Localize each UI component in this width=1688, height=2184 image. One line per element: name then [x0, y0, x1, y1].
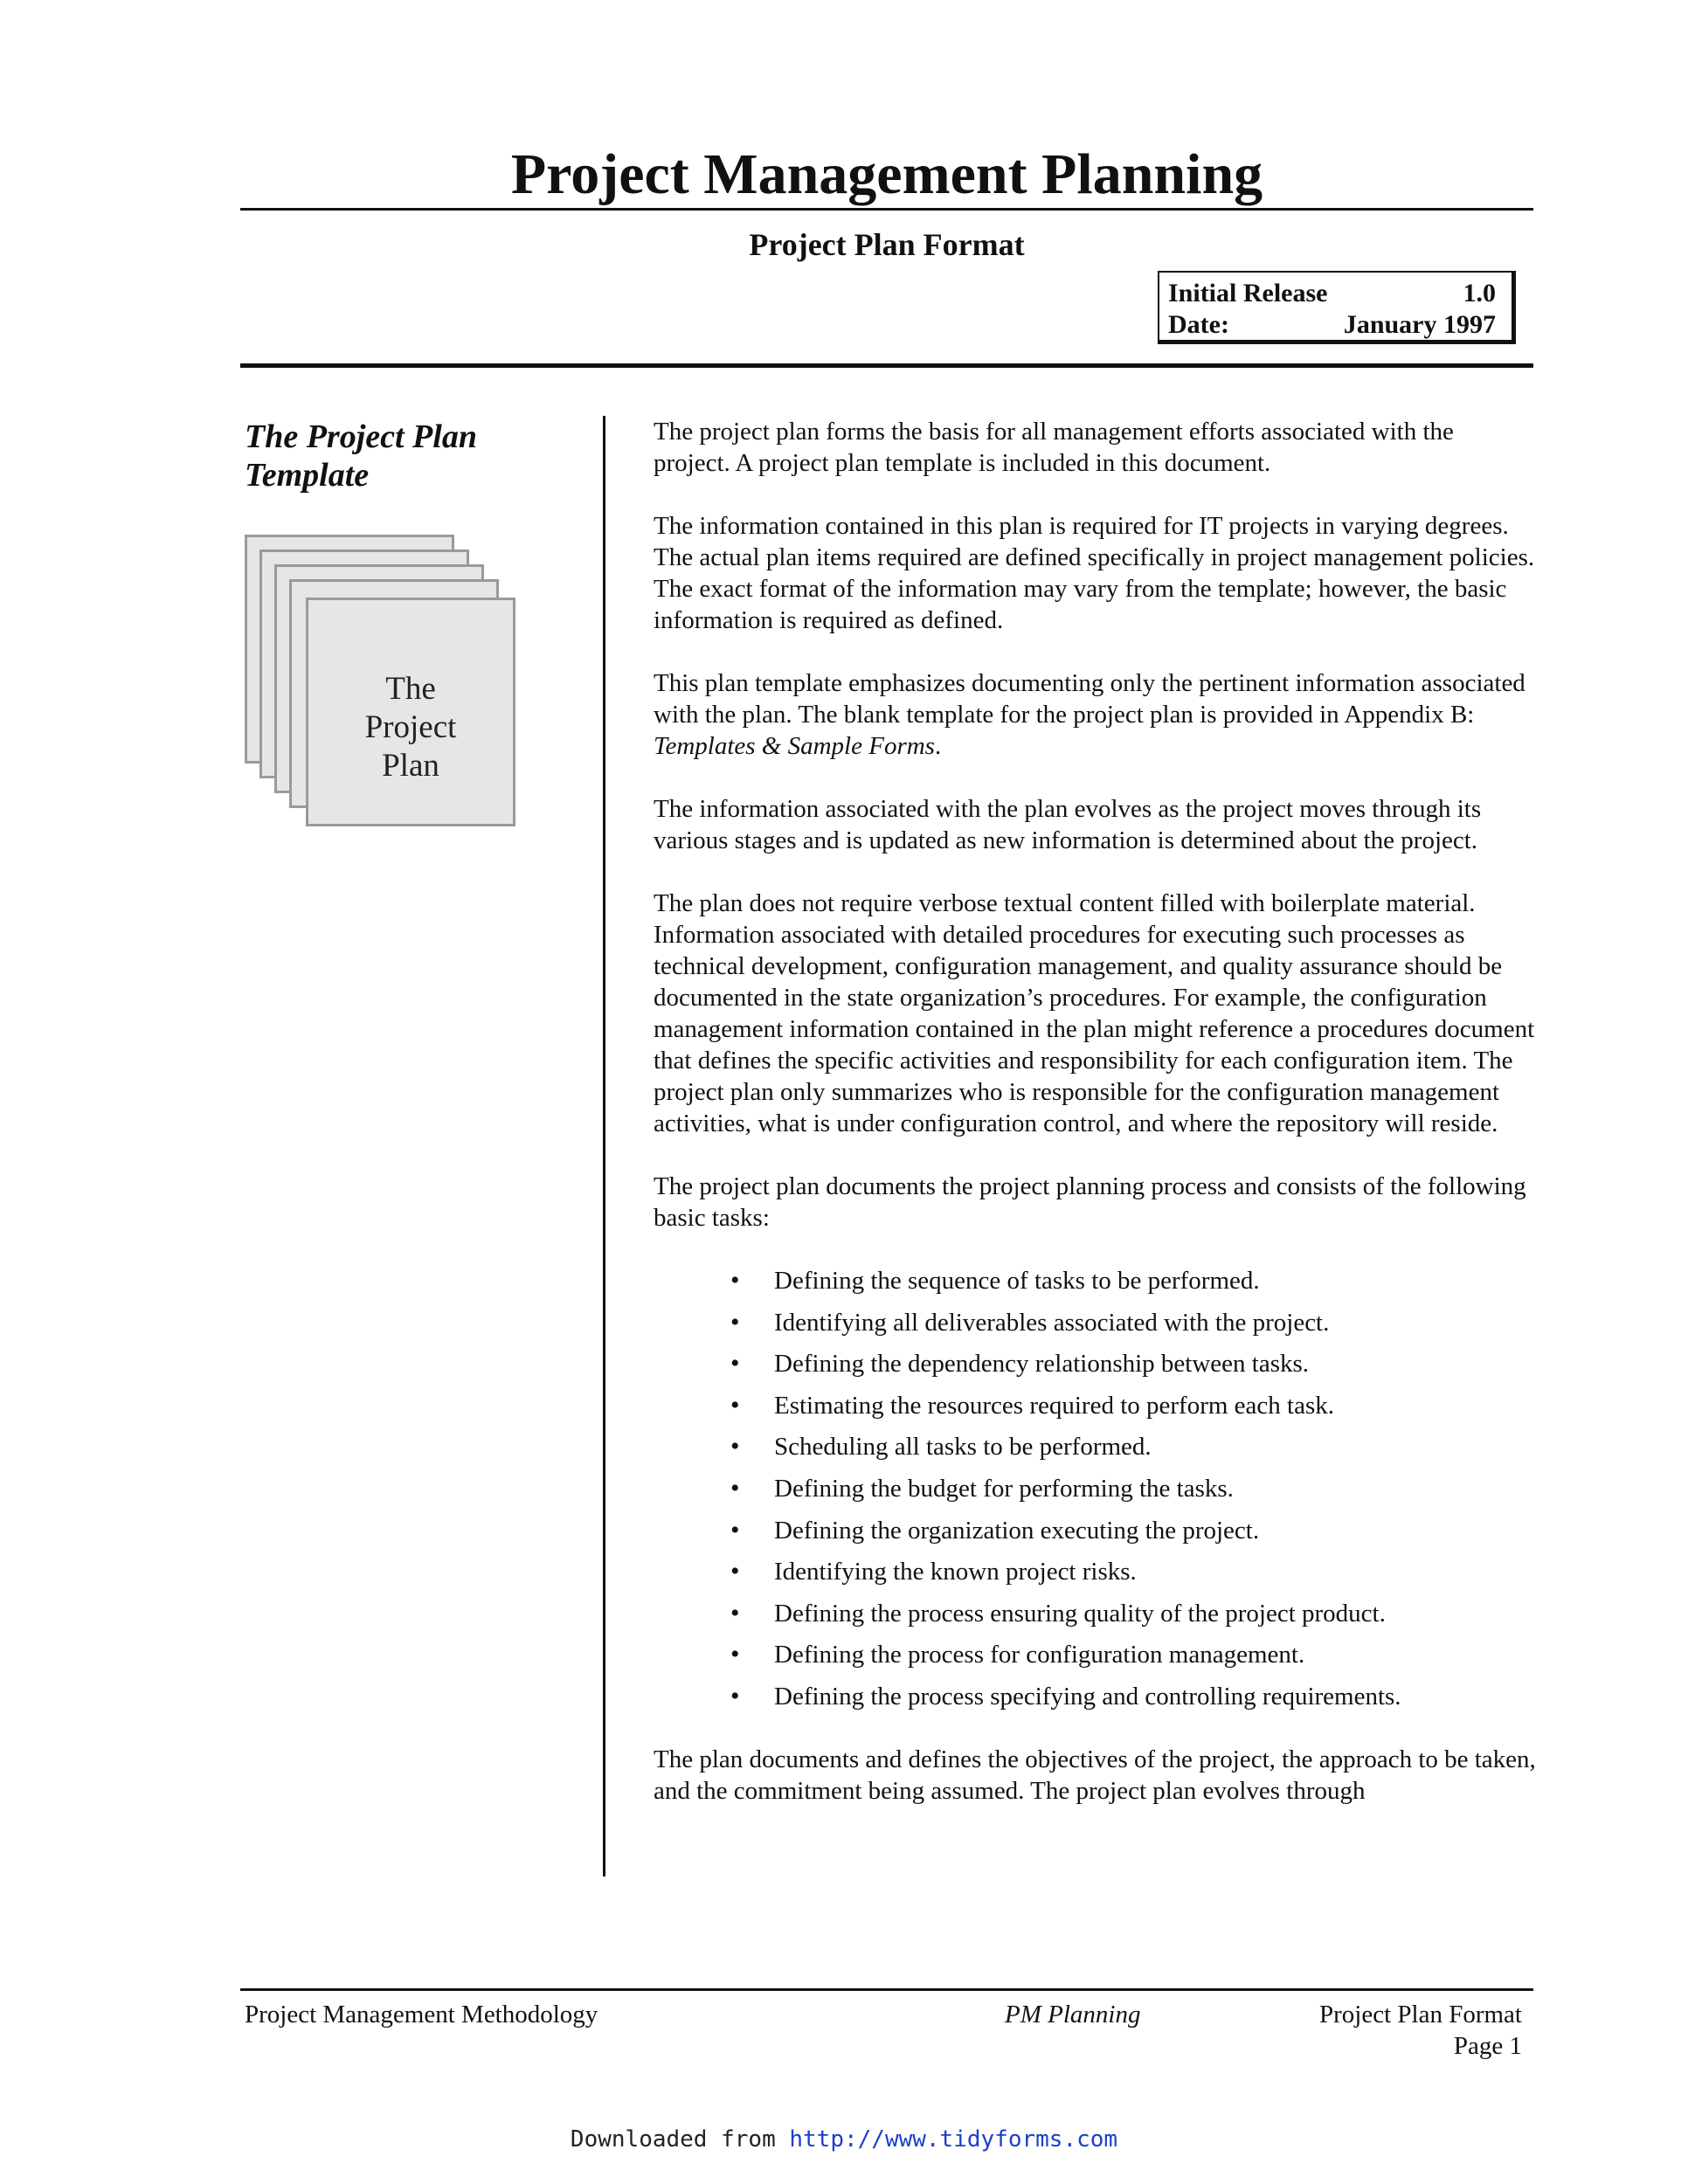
task-item: • Defining the process specifying and controlling requirements.: [774, 1681, 1536, 1712]
paragraph: The plan does not require verbose textual content filled with boilerplate material. Information associated with detailed procedures for executing such processes as technical development, configuration management, and quality assurance should be documented in the state organization’s procedures. For example, the configuration management information contained in the plan might reference a procedures document that defines the specific activities and responsibility for each configuration item. The project plan only summarizes who is responsible for the configuration management activities, what is under configuration control, and where the repository will reside.: [654, 889, 1535, 1137]
download-link[interactable]: http://www.tidyforms.com: [789, 2126, 1118, 2153]
paragraph: The project plan forms the basis for all management efforts associated with the project. A project plan template is included in this document.: [654, 418, 1454, 477]
footer-left: Project Management Methodology: [245, 2001, 598, 2028]
date-row: [1168, 309, 1496, 341]
task-item: • Scheduling all tasks to be performed.: [774, 1431, 1536, 1462]
download-prefix: Downloaded from: [570, 2126, 790, 2153]
document-stack-icon: [245, 535, 524, 832]
side-heading-line: Template: [245, 457, 370, 494]
paragraph: The information contained in this plan is required for IT projects in varying degrees. The actual plan items required are defined specifically in project management policies. The exact format of the information may vary from the template; however, the basic information is required as defined.: [654, 512, 1535, 634]
footer-section: Project Plan Format: [1319, 2001, 1522, 2028]
date-value: January 1997: [1343, 310, 1496, 339]
task-item: • Defining the sequence of tasks to be performed.: [774, 1265, 1536, 1296]
download-notice: [0, 2125, 1688, 2154]
stack-label: [308, 670, 513, 785]
task-item: • Defining the budget for performing the tasks.: [774, 1473, 1536, 1504]
release-label: Initial Release: [1168, 279, 1328, 308]
task-item: • Identifying all deliverables associated with the project.: [774, 1307, 1536, 1338]
paragraph: The plan documents and defines the objectives of the project, the approach to be taken, and the commitment being assumed. The project plan evolves through: [654, 1745, 1536, 1805]
paragraph-text: This plan template emphasizes documenting only the pertinent information associated with the plan. The blank template for the project plan is provided in Appendix B:: [654, 669, 1525, 729]
footer-middle: PM Planning: [1005, 2001, 1141, 2028]
task-item: • Defining the process ensuring quality of the project product.: [774, 1598, 1536, 1629]
appendix-reference: Templates & Sample Forms: [654, 732, 935, 760]
paragraph: The project plan documents the project planning process and consists of the following basic tasks:: [654, 1172, 1526, 1232]
task-item: • Identifying the known project risks.: [774, 1556, 1536, 1587]
stack-label-line: Project: [364, 709, 457, 745]
footer-right: [1319, 1999, 1522, 2062]
side-heading-line: The Project Plan: [245, 418, 477, 455]
document-subtitle: Project Plan Format: [749, 227, 1025, 262]
stack-label-line: The: [385, 671, 436, 707]
document-title: Project Management Planning: [510, 142, 1263, 206]
task-item: • Defining the dependency relationship between tasks.: [774, 1348, 1536, 1379]
paragraph: [654, 667, 1536, 762]
task-item: • Defining the organization executing the project.: [774, 1515, 1536, 1546]
paragraph: The information associated with the plan evolves as the project moves through its various stages and is updated as new information is determined about the project.: [654, 795, 1482, 854]
release-info-box: [1158, 271, 1516, 344]
stack-front-sheet: [306, 598, 515, 826]
header-rule: [240, 363, 1533, 368]
page-number: Page 1: [1453, 2032, 1522, 2060]
side-heading: [245, 418, 577, 494]
date-label: Date:: [1168, 310, 1229, 339]
column-divider: [603, 416, 605, 1876]
task-item: • Estimating the resources required to perform each task.: [774, 1390, 1536, 1421]
main-content: [654, 416, 1536, 1838]
title-rule: [240, 208, 1533, 211]
footer-rule: [240, 1988, 1533, 1991]
stack-label-line: Plan: [382, 748, 439, 784]
release-row: [1168, 278, 1496, 309]
task-list: [654, 1265, 1536, 1712]
task-item: • Defining the process for configuration management.: [774, 1639, 1536, 1670]
release-value: 1.0: [1463, 279, 1496, 308]
paragraph-end: .: [934, 732, 942, 760]
